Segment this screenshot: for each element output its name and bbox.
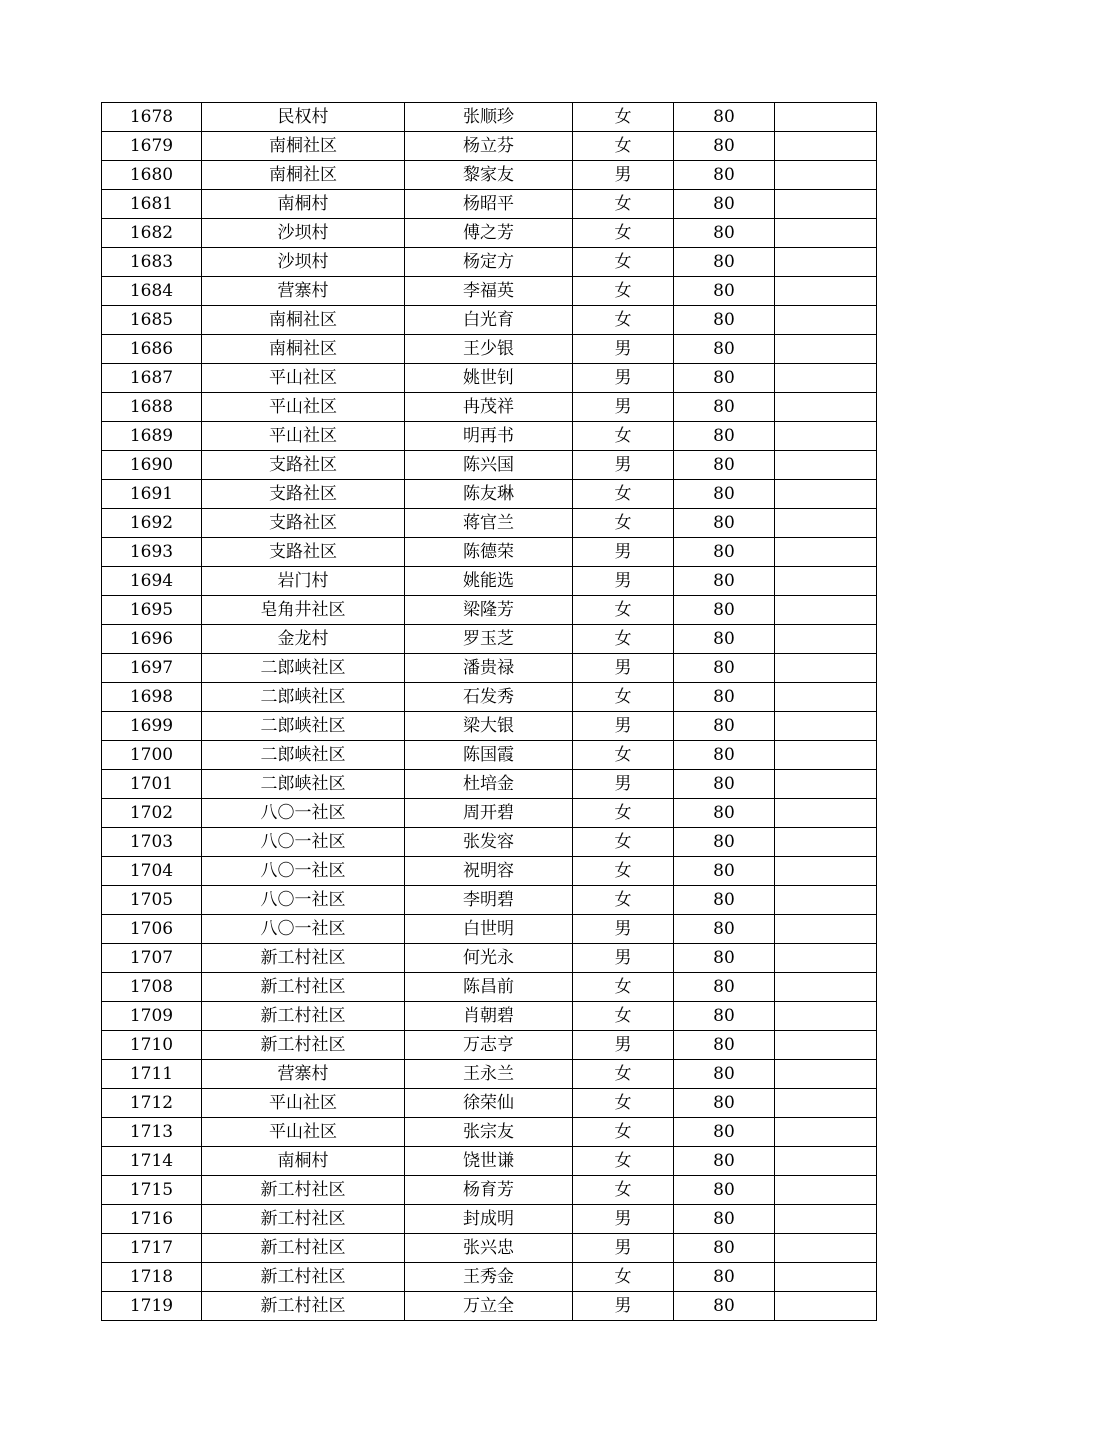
age-cell: 80 bbox=[674, 567, 775, 596]
table-row bbox=[102, 1205, 877, 1234]
row-number-cell: 1691 bbox=[102, 480, 202, 509]
row-number-cell: 1711 bbox=[102, 1060, 202, 1089]
row-number-cell: 1718 bbox=[102, 1263, 202, 1292]
sex-cell: 男 bbox=[573, 538, 674, 567]
age-cell: 80 bbox=[674, 857, 775, 886]
table-row bbox=[102, 1089, 877, 1118]
village-cell: 南桐村 bbox=[202, 1147, 405, 1176]
note-cell bbox=[775, 1234, 877, 1263]
sex-cell: 女 bbox=[573, 625, 674, 654]
note-cell bbox=[775, 799, 877, 828]
name-cell: 蒋官兰 bbox=[405, 509, 573, 538]
note-cell bbox=[775, 944, 877, 973]
sex-cell: 男 bbox=[573, 161, 674, 190]
table-row bbox=[102, 422, 877, 451]
name-cell: 冉茂祥 bbox=[405, 393, 573, 422]
table-row bbox=[102, 741, 877, 770]
row-number-cell: 1707 bbox=[102, 944, 202, 973]
roster-table bbox=[101, 102, 877, 1321]
age-cell: 80 bbox=[674, 654, 775, 683]
village-cell: 八〇一社区 bbox=[202, 828, 405, 857]
village-cell: 金龙村 bbox=[202, 625, 405, 654]
age-cell: 80 bbox=[674, 1292, 775, 1321]
table-row bbox=[102, 451, 877, 480]
table-row bbox=[102, 538, 877, 567]
row-number-cell: 1717 bbox=[102, 1234, 202, 1263]
row-number-cell: 1695 bbox=[102, 596, 202, 625]
note-cell bbox=[775, 161, 877, 190]
note-cell bbox=[775, 190, 877, 219]
village-cell: 营寨村 bbox=[202, 1060, 405, 1089]
table-row bbox=[102, 944, 877, 973]
age-cell: 80 bbox=[674, 248, 775, 277]
sex-cell: 女 bbox=[573, 248, 674, 277]
table-row bbox=[102, 219, 877, 248]
row-number-cell: 1692 bbox=[102, 509, 202, 538]
note-cell bbox=[775, 625, 877, 654]
row-number-cell: 1679 bbox=[102, 132, 202, 161]
village-cell: 南桐村 bbox=[202, 190, 405, 219]
table-row bbox=[102, 828, 877, 857]
note-cell bbox=[775, 828, 877, 857]
age-cell: 80 bbox=[674, 393, 775, 422]
sex-cell: 女 bbox=[573, 306, 674, 335]
name-cell: 杨定方 bbox=[405, 248, 573, 277]
age-cell: 80 bbox=[674, 770, 775, 799]
row-number-cell: 1683 bbox=[102, 248, 202, 277]
note-cell bbox=[775, 683, 877, 712]
row-number-cell: 1699 bbox=[102, 712, 202, 741]
age-cell: 80 bbox=[674, 480, 775, 509]
name-cell: 石发秀 bbox=[405, 683, 573, 712]
name-cell: 周开碧 bbox=[405, 799, 573, 828]
name-cell: 王永兰 bbox=[405, 1060, 573, 1089]
row-number-cell: 1687 bbox=[102, 364, 202, 393]
sex-cell: 女 bbox=[573, 1060, 674, 1089]
table-row bbox=[102, 480, 877, 509]
sex-cell: 女 bbox=[573, 828, 674, 857]
table-row bbox=[102, 1234, 877, 1263]
roster-table-body bbox=[102, 103, 877, 1321]
village-cell: 八〇一社区 bbox=[202, 886, 405, 915]
row-number-cell: 1715 bbox=[102, 1176, 202, 1205]
note-cell bbox=[775, 219, 877, 248]
sex-cell: 女 bbox=[573, 1147, 674, 1176]
table-row bbox=[102, 306, 877, 335]
sex-cell: 男 bbox=[573, 567, 674, 596]
name-cell: 杨育芳 bbox=[405, 1176, 573, 1205]
village-cell: 新工村社区 bbox=[202, 1002, 405, 1031]
row-number-cell: 1689 bbox=[102, 422, 202, 451]
sex-cell: 男 bbox=[573, 1031, 674, 1060]
age-cell: 80 bbox=[674, 364, 775, 393]
name-cell: 徐荣仙 bbox=[405, 1089, 573, 1118]
village-cell: 八〇一社区 bbox=[202, 857, 405, 886]
name-cell: 饶世谦 bbox=[405, 1147, 573, 1176]
age-cell: 80 bbox=[674, 915, 775, 944]
village-cell: 新工村社区 bbox=[202, 973, 405, 1002]
sex-cell: 男 bbox=[573, 712, 674, 741]
age-cell: 80 bbox=[674, 132, 775, 161]
table-row bbox=[102, 712, 877, 741]
age-cell: 80 bbox=[674, 1147, 775, 1176]
age-cell: 80 bbox=[674, 1176, 775, 1205]
village-cell: 八〇一社区 bbox=[202, 915, 405, 944]
name-cell: 王少银 bbox=[405, 335, 573, 364]
note-cell bbox=[775, 886, 877, 915]
sex-cell: 女 bbox=[573, 1176, 674, 1205]
row-number-cell: 1709 bbox=[102, 1002, 202, 1031]
note-cell bbox=[775, 1118, 877, 1147]
name-cell: 陈昌前 bbox=[405, 973, 573, 1002]
name-cell: 万立全 bbox=[405, 1292, 573, 1321]
table-row bbox=[102, 509, 877, 538]
row-number-cell: 1694 bbox=[102, 567, 202, 596]
table-row bbox=[102, 277, 877, 306]
sex-cell: 男 bbox=[573, 393, 674, 422]
sex-cell: 男 bbox=[573, 1292, 674, 1321]
village-cell: 皂角井社区 bbox=[202, 596, 405, 625]
age-cell: 80 bbox=[674, 509, 775, 538]
table-row bbox=[102, 915, 877, 944]
sex-cell: 男 bbox=[573, 1234, 674, 1263]
age-cell: 80 bbox=[674, 625, 775, 654]
table-row bbox=[102, 132, 877, 161]
name-cell: 梁隆芳 bbox=[405, 596, 573, 625]
note-cell bbox=[775, 973, 877, 1002]
table-row bbox=[102, 1147, 877, 1176]
note-cell bbox=[775, 103, 877, 132]
note-cell bbox=[775, 1176, 877, 1205]
row-number-cell: 1701 bbox=[102, 770, 202, 799]
village-cell: 民权村 bbox=[202, 103, 405, 132]
row-number-cell: 1713 bbox=[102, 1118, 202, 1147]
table-row bbox=[102, 567, 877, 596]
village-cell: 沙坝村 bbox=[202, 248, 405, 277]
table-row bbox=[102, 799, 877, 828]
name-cell: 李明碧 bbox=[405, 886, 573, 915]
name-cell: 封成明 bbox=[405, 1205, 573, 1234]
note-cell bbox=[775, 451, 877, 480]
table-row bbox=[102, 1263, 877, 1292]
name-cell: 张顺珍 bbox=[405, 103, 573, 132]
row-number-cell: 1686 bbox=[102, 335, 202, 364]
row-number-cell: 1678 bbox=[102, 103, 202, 132]
village-cell: 平山社区 bbox=[202, 1118, 405, 1147]
table-row bbox=[102, 1292, 877, 1321]
age-cell: 80 bbox=[674, 1031, 775, 1060]
village-cell: 新工村社区 bbox=[202, 1176, 405, 1205]
name-cell: 陈友琳 bbox=[405, 480, 573, 509]
name-cell: 何光永 bbox=[405, 944, 573, 973]
table-row bbox=[102, 393, 877, 422]
table-row bbox=[102, 1002, 877, 1031]
note-cell bbox=[775, 1205, 877, 1234]
row-number-cell: 1680 bbox=[102, 161, 202, 190]
sex-cell: 女 bbox=[573, 1002, 674, 1031]
note-cell bbox=[775, 1002, 877, 1031]
sex-cell: 男 bbox=[573, 915, 674, 944]
village-cell: 新工村社区 bbox=[202, 1234, 405, 1263]
row-number-cell: 1693 bbox=[102, 538, 202, 567]
sex-cell: 女 bbox=[573, 886, 674, 915]
village-cell: 南桐社区 bbox=[202, 132, 405, 161]
age-cell: 80 bbox=[674, 886, 775, 915]
name-cell: 傅之芳 bbox=[405, 219, 573, 248]
age-cell: 80 bbox=[674, 741, 775, 770]
village-cell: 南桐社区 bbox=[202, 306, 405, 335]
note-cell bbox=[775, 277, 877, 306]
age-cell: 80 bbox=[674, 422, 775, 451]
sex-cell: 女 bbox=[573, 741, 674, 770]
table-row bbox=[102, 364, 877, 393]
note-cell bbox=[775, 538, 877, 567]
name-cell: 明再书 bbox=[405, 422, 573, 451]
note-cell bbox=[775, 480, 877, 509]
table-row bbox=[102, 1176, 877, 1205]
sex-cell: 女 bbox=[573, 219, 674, 248]
row-number-cell: 1702 bbox=[102, 799, 202, 828]
village-cell: 平山社区 bbox=[202, 422, 405, 451]
row-number-cell: 1682 bbox=[102, 219, 202, 248]
sex-cell: 男 bbox=[573, 654, 674, 683]
note-cell bbox=[775, 132, 877, 161]
row-number-cell: 1697 bbox=[102, 654, 202, 683]
row-number-cell: 1712 bbox=[102, 1089, 202, 1118]
row-number-cell: 1698 bbox=[102, 683, 202, 712]
note-cell bbox=[775, 393, 877, 422]
age-cell: 80 bbox=[674, 219, 775, 248]
row-number-cell: 1696 bbox=[102, 625, 202, 654]
name-cell: 张发容 bbox=[405, 828, 573, 857]
note-cell bbox=[775, 654, 877, 683]
note-cell bbox=[775, 741, 877, 770]
name-cell: 陈兴国 bbox=[405, 451, 573, 480]
village-cell: 南桐社区 bbox=[202, 335, 405, 364]
age-cell: 80 bbox=[674, 828, 775, 857]
village-cell: 二郎峡社区 bbox=[202, 683, 405, 712]
sex-cell: 男 bbox=[573, 944, 674, 973]
row-number-cell: 1688 bbox=[102, 393, 202, 422]
age-cell: 80 bbox=[674, 1002, 775, 1031]
sex-cell: 女 bbox=[573, 509, 674, 538]
name-cell: 姚世钊 bbox=[405, 364, 573, 393]
table-row bbox=[102, 625, 877, 654]
sex-cell: 女 bbox=[573, 1089, 674, 1118]
age-cell: 80 bbox=[674, 973, 775, 1002]
name-cell: 罗玉芝 bbox=[405, 625, 573, 654]
age-cell: 80 bbox=[674, 306, 775, 335]
age-cell: 80 bbox=[674, 538, 775, 567]
sex-cell: 男 bbox=[573, 335, 674, 364]
name-cell: 潘贵禄 bbox=[405, 654, 573, 683]
name-cell: 张宗友 bbox=[405, 1118, 573, 1147]
table-row bbox=[102, 683, 877, 712]
name-cell: 杨立芬 bbox=[405, 132, 573, 161]
village-cell: 新工村社区 bbox=[202, 1292, 405, 1321]
sex-cell: 女 bbox=[573, 1118, 674, 1147]
sex-cell: 女 bbox=[573, 277, 674, 306]
village-cell: 新工村社区 bbox=[202, 1205, 405, 1234]
sex-cell: 女 bbox=[573, 1263, 674, 1292]
name-cell: 陈国霞 bbox=[405, 741, 573, 770]
sex-cell: 女 bbox=[573, 190, 674, 219]
village-cell: 二郎峡社区 bbox=[202, 770, 405, 799]
name-cell: 杨昭平 bbox=[405, 190, 573, 219]
note-cell bbox=[775, 306, 877, 335]
name-cell: 陈德荣 bbox=[405, 538, 573, 567]
note-cell bbox=[775, 1147, 877, 1176]
note-cell bbox=[775, 1263, 877, 1292]
age-cell: 80 bbox=[674, 277, 775, 306]
row-number-cell: 1681 bbox=[102, 190, 202, 219]
note-cell bbox=[775, 509, 877, 538]
sex-cell: 女 bbox=[573, 132, 674, 161]
sex-cell: 男 bbox=[573, 770, 674, 799]
age-cell: 80 bbox=[674, 944, 775, 973]
note-cell bbox=[775, 857, 877, 886]
row-number-cell: 1710 bbox=[102, 1031, 202, 1060]
age-cell: 80 bbox=[674, 1060, 775, 1089]
note-cell bbox=[775, 770, 877, 799]
sex-cell: 女 bbox=[573, 596, 674, 625]
table-row bbox=[102, 1031, 877, 1060]
table-row bbox=[102, 1060, 877, 1089]
row-number-cell: 1704 bbox=[102, 857, 202, 886]
village-cell: 新工村社区 bbox=[202, 944, 405, 973]
village-cell: 新工村社区 bbox=[202, 1031, 405, 1060]
note-cell bbox=[775, 248, 877, 277]
village-cell: 新工村社区 bbox=[202, 1263, 405, 1292]
table-row bbox=[102, 335, 877, 364]
sex-cell: 女 bbox=[573, 103, 674, 132]
age-cell: 80 bbox=[674, 596, 775, 625]
row-number-cell: 1719 bbox=[102, 1292, 202, 1321]
age-cell: 80 bbox=[674, 161, 775, 190]
name-cell: 姚能选 bbox=[405, 567, 573, 596]
note-cell bbox=[775, 364, 877, 393]
age-cell: 80 bbox=[674, 799, 775, 828]
village-cell: 支路社区 bbox=[202, 480, 405, 509]
row-number-cell: 1716 bbox=[102, 1205, 202, 1234]
age-cell: 80 bbox=[674, 103, 775, 132]
table-row bbox=[102, 1118, 877, 1147]
row-number-cell: 1705 bbox=[102, 886, 202, 915]
age-cell: 80 bbox=[674, 335, 775, 364]
name-cell: 黎家友 bbox=[405, 161, 573, 190]
village-cell: 沙坝村 bbox=[202, 219, 405, 248]
note-cell bbox=[775, 1031, 877, 1060]
village-cell: 平山社区 bbox=[202, 1089, 405, 1118]
sex-cell: 男 bbox=[573, 451, 674, 480]
name-cell: 王秀金 bbox=[405, 1263, 573, 1292]
table-row bbox=[102, 248, 877, 277]
age-cell: 80 bbox=[674, 683, 775, 712]
village-cell: 支路社区 bbox=[202, 451, 405, 480]
table-row bbox=[102, 161, 877, 190]
table-row bbox=[102, 190, 877, 219]
age-cell: 80 bbox=[674, 1089, 775, 1118]
table-row bbox=[102, 103, 877, 132]
note-cell bbox=[775, 1089, 877, 1118]
name-cell: 杜培金 bbox=[405, 770, 573, 799]
village-cell: 岩门村 bbox=[202, 567, 405, 596]
village-cell: 平山社区 bbox=[202, 364, 405, 393]
name-cell: 祝明容 bbox=[405, 857, 573, 886]
village-cell: 二郎峡社区 bbox=[202, 712, 405, 741]
row-number-cell: 1685 bbox=[102, 306, 202, 335]
village-cell: 支路社区 bbox=[202, 538, 405, 567]
row-number-cell: 1714 bbox=[102, 1147, 202, 1176]
name-cell: 白光育 bbox=[405, 306, 573, 335]
village-cell: 平山社区 bbox=[202, 393, 405, 422]
sex-cell: 男 bbox=[573, 364, 674, 393]
name-cell: 李福英 bbox=[405, 277, 573, 306]
row-number-cell: 1703 bbox=[102, 828, 202, 857]
name-cell: 万志亨 bbox=[405, 1031, 573, 1060]
age-cell: 80 bbox=[674, 1263, 775, 1292]
note-cell bbox=[775, 1292, 877, 1321]
sex-cell: 男 bbox=[573, 1205, 674, 1234]
age-cell: 80 bbox=[674, 451, 775, 480]
note-cell bbox=[775, 422, 877, 451]
village-cell: 八〇一社区 bbox=[202, 799, 405, 828]
sex-cell: 女 bbox=[573, 799, 674, 828]
name-cell: 梁大银 bbox=[405, 712, 573, 741]
village-cell: 二郎峡社区 bbox=[202, 741, 405, 770]
row-number-cell: 1706 bbox=[102, 915, 202, 944]
age-cell: 80 bbox=[674, 1234, 775, 1263]
row-number-cell: 1700 bbox=[102, 741, 202, 770]
table-row bbox=[102, 596, 877, 625]
note-cell bbox=[775, 915, 877, 944]
table-row bbox=[102, 973, 877, 1002]
age-cell: 80 bbox=[674, 190, 775, 219]
name-cell: 张兴忠 bbox=[405, 1234, 573, 1263]
table-row bbox=[102, 654, 877, 683]
name-cell: 白世明 bbox=[405, 915, 573, 944]
village-cell: 支路社区 bbox=[202, 509, 405, 538]
row-number-cell: 1690 bbox=[102, 451, 202, 480]
village-cell: 营寨村 bbox=[202, 277, 405, 306]
village-cell: 二郎峡社区 bbox=[202, 654, 405, 683]
name-cell: 肖朝碧 bbox=[405, 1002, 573, 1031]
sex-cell: 女 bbox=[573, 973, 674, 1002]
age-cell: 80 bbox=[674, 712, 775, 741]
table-row bbox=[102, 857, 877, 886]
age-cell: 80 bbox=[674, 1205, 775, 1234]
village-cell: 南桐社区 bbox=[202, 161, 405, 190]
note-cell bbox=[775, 335, 877, 364]
note-cell bbox=[775, 712, 877, 741]
row-number-cell: 1684 bbox=[102, 277, 202, 306]
sex-cell: 女 bbox=[573, 422, 674, 451]
sex-cell: 女 bbox=[573, 683, 674, 712]
note-cell bbox=[775, 596, 877, 625]
age-cell: 80 bbox=[674, 1118, 775, 1147]
note-cell bbox=[775, 567, 877, 596]
sex-cell: 女 bbox=[573, 857, 674, 886]
sex-cell: 女 bbox=[573, 480, 674, 509]
table-row bbox=[102, 886, 877, 915]
table-row bbox=[102, 770, 877, 799]
row-number-cell: 1708 bbox=[102, 973, 202, 1002]
note-cell bbox=[775, 1060, 877, 1089]
